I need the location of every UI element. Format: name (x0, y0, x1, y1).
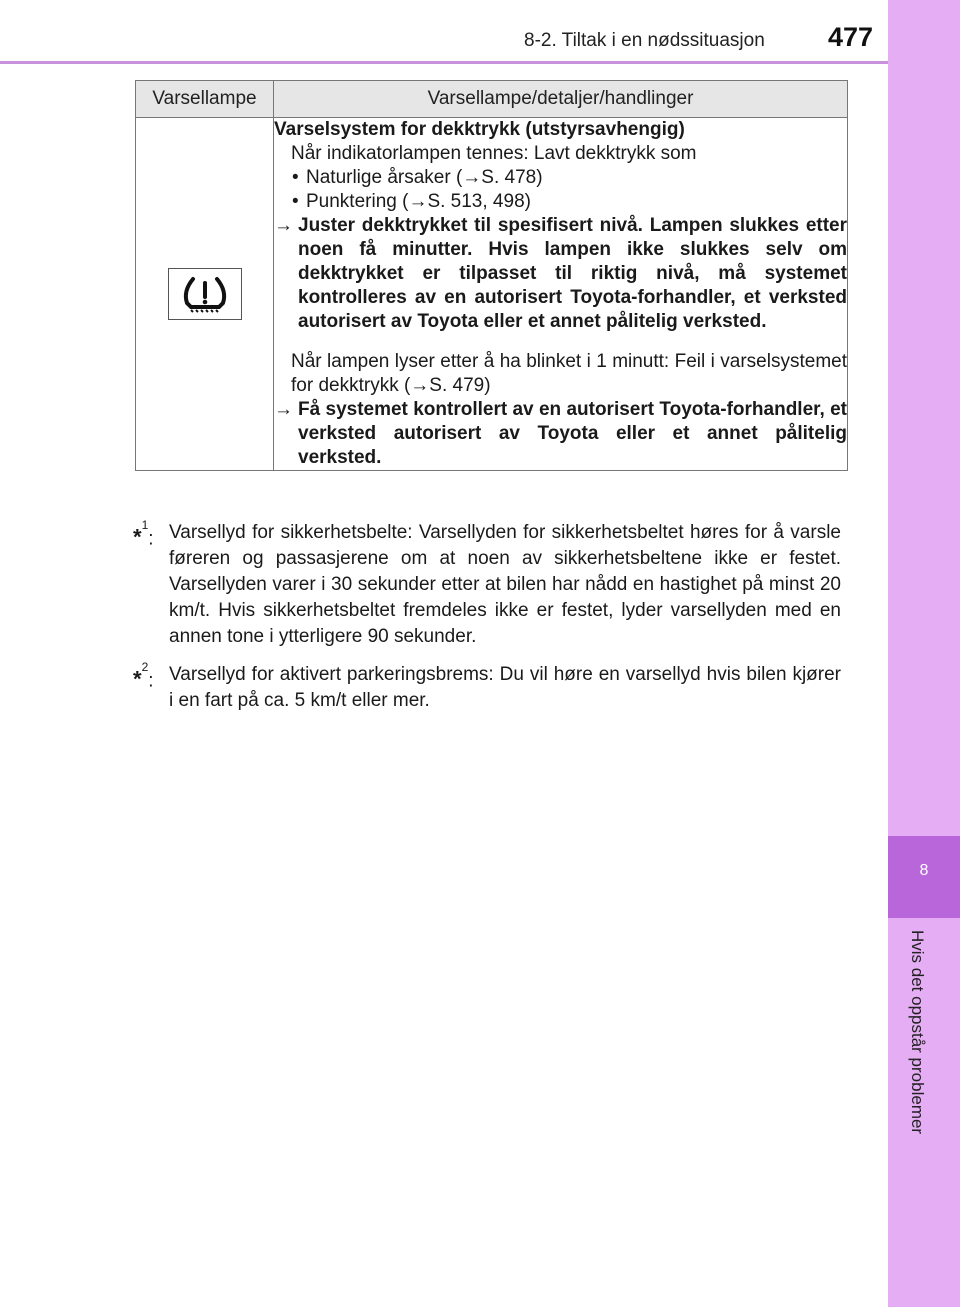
details-cell (274, 118, 848, 471)
column-header-lamp: Varsellampe (136, 81, 274, 118)
section-title: 8-2. Tiltak i en nødssituasjon (524, 30, 765, 51)
header-divider (0, 61, 888, 64)
footnote-marker: *$^1$: (133, 518, 154, 550)
footnote-marker: *$^2$: (133, 660, 154, 692)
footnote-text: Varsellyd for aktivert parkeringsbrems: Du vil høre en varsellyd hvis bilen kjører i en fart på ca. 5 km/t eller mer. (169, 664, 841, 711)
footnote-1 (133, 520, 841, 650)
chapter-title: Hvis det oppstår problemer (908, 930, 927, 1135)
arrow-right-icon: → (274, 399, 293, 420)
action-check-system (274, 398, 847, 470)
action-text: Juster dekktrykket til spesifisert nivå. Lampen slukkes etter noen få minutter. Hvis lampen ikke slukkes selv om dekktrykket er tilpasset til riktig nivå, må systemet kontrolleres av en autorisert Toyota-forhandler, et verksted autorisert av Toyota eller et annet pålitelig verksted. (298, 215, 847, 332)
condition-low-pressure: Når indikatorlampen tennes: Lavt dekktrykk som (291, 143, 697, 164)
list-item: • Naturlige årsaker (→S. 478) (274, 166, 847, 190)
footnote-text: Varsellyd for sikkerhetsbelte: Varsellyden for sikkerhetsbeltet høres for å varsle føreren og passasjerene om at noen av sikkerhetsbeltene ikke er festet. Varsellyden varer i 30 sekunder etter at bilen har nådd en hastighet på minst 20 km/t. Hvis sikkerhetsbeltet fremdeles ikke er festet, lyder varsellyden med en annen tone i ytterligere 90 sekunder. (169, 522, 841, 647)
arrow-right-icon: → (274, 215, 293, 236)
column-header-details: Varsellampe/detaljer/handlinger (274, 81, 848, 118)
action-adjust-pressure (274, 214, 847, 334)
footnote-2 (133, 662, 841, 714)
condition-system-fault: Når lampen lyser etter å ha blinket i 1 minutt: Feil i varselsystemet for dekktrykk (→S. 479) (291, 351, 847, 396)
system-title: Varselsystem for dekktrykk (utstyrsavhengig) (274, 119, 685, 140)
table-row (136, 118, 848, 471)
chapter-number: 8 (919, 862, 929, 879)
list-item: • Punktering (→S. 513, 498) (274, 190, 847, 214)
tire-pressure-warning-icon (168, 268, 242, 320)
table-header-row (136, 81, 848, 118)
lamp-cell (136, 118, 274, 471)
action-text: Få systemet kontrollert av en autorisert Toyota-forhandler, et verksted autorisert av Toyota eller et annet pålitelig verksted. (298, 399, 847, 468)
page-number: 477 (828, 22, 874, 52)
warning-light-table (135, 80, 848, 471)
